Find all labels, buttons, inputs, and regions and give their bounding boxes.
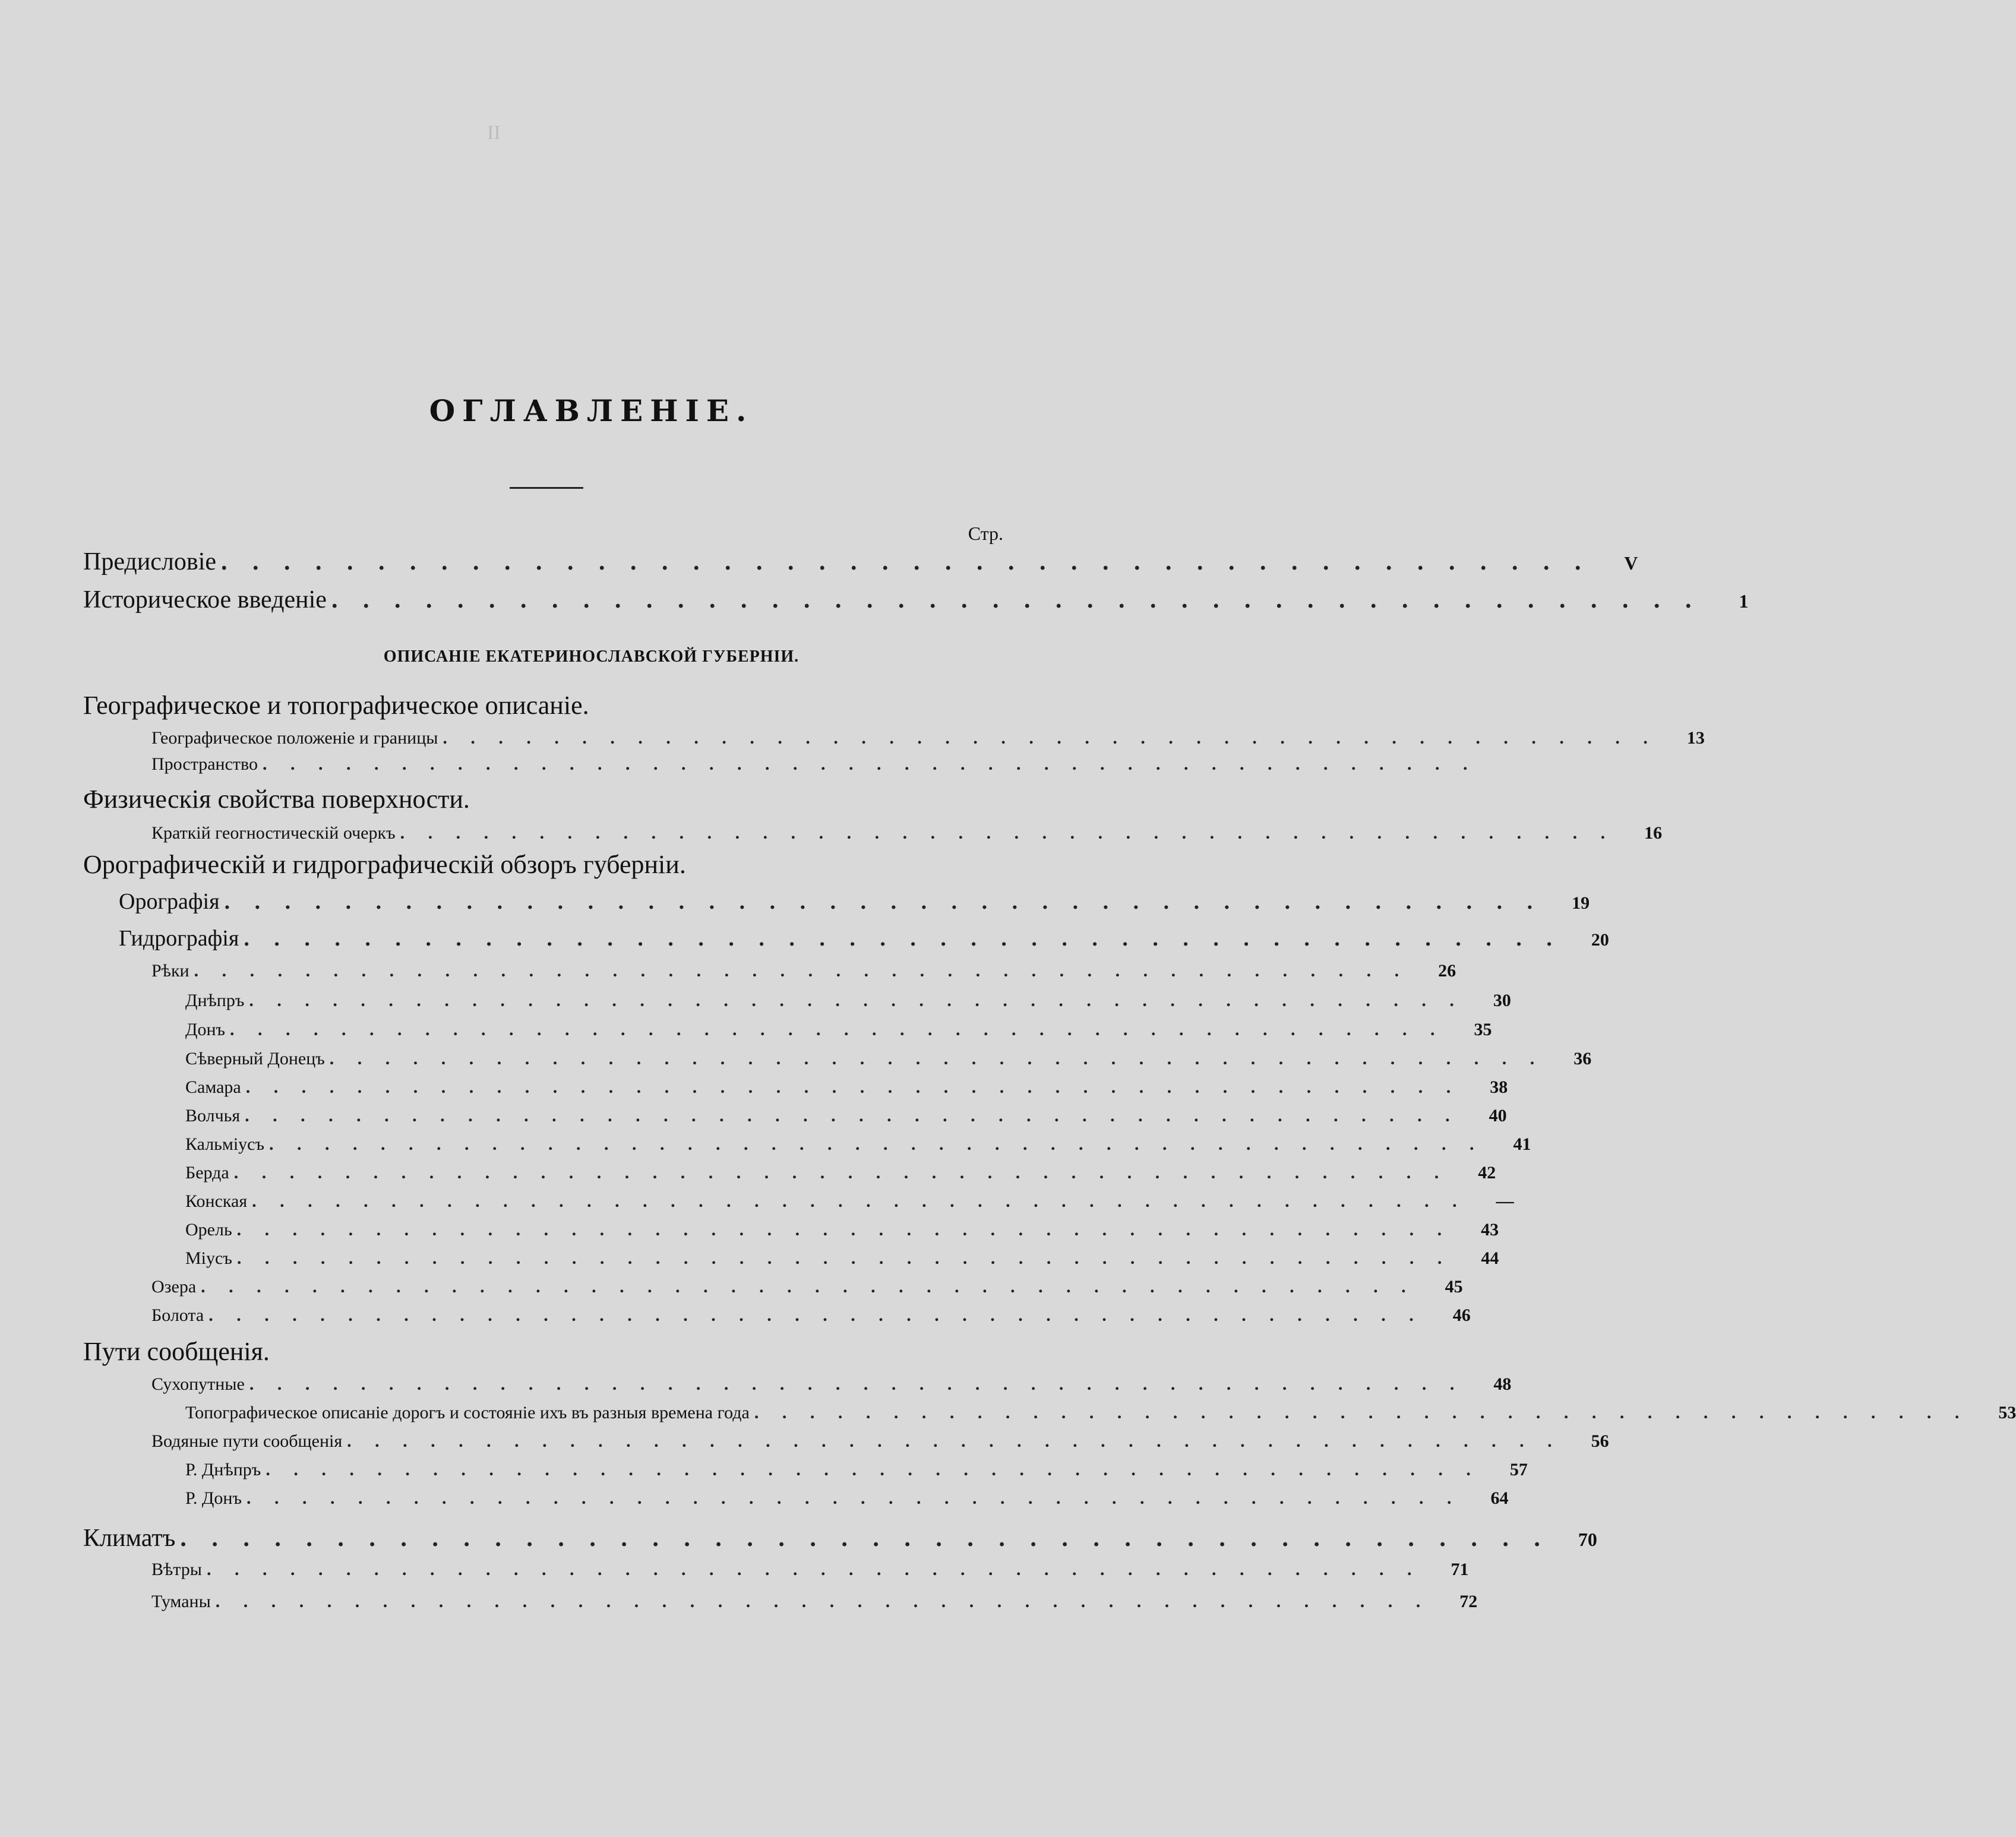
toc-heading-oro-hydro[interactable]: Орографическій и гидрографическій обзоръ губерніи.: [83, 850, 686, 879]
toc-entry-page: 19: [1572, 893, 1590, 913]
dot-leader: . . . . . . . . . . . . . . . . . . . . . . . . . . . . . . . . . . . . . . . . . . . .: [236, 1248, 1452, 1268]
toc-entry-climate[interactable]: [83, 1524, 1597, 1552]
dot-leader: . . . . . . . . . . . . . . . . . . . . . . . . . . . . . . . . . . . . . . . . . . . .: [347, 1431, 1562, 1451]
toc-entry-river[interactable]: [185, 991, 1511, 1017]
toc-entry-river[interactable]: [185, 1248, 1499, 1275]
toc-entry-label: Р. Донъ: [185, 1488, 242, 1508]
toc-entry-don-route[interactable]: [185, 1488, 1509, 1515]
toc-entry-page: 13: [1686, 728, 1705, 748]
toc-heading-geo[interactable]: Географическое и топографическое описаніе.: [83, 691, 589, 720]
toc-entry-label: Сухопутные: [151, 1374, 245, 1394]
toc-entry-river[interactable]: [185, 1049, 1592, 1075]
dot-leader: . . . . . . . . . . . . . . . . . . . . . . . . . . . . . . . . . . . . . . . . . . . .: [215, 1592, 1430, 1611]
toc-entry-dnieper-route[interactable]: [185, 1460, 1528, 1486]
page-number-mark: II: [487, 122, 501, 144]
toc-entry-label: Конская: [185, 1191, 248, 1211]
toc-entry-label: Историческое введеніе: [83, 586, 327, 614]
toc-entry-page: 30: [1493, 991, 1511, 1010]
toc-entry-page: 56: [1591, 1431, 1609, 1451]
toc-entry-page: —: [1496, 1191, 1514, 1211]
toc-entry-historical-intro[interactable]: [83, 586, 1749, 614]
toc-entry-page: 26: [1438, 961, 1456, 981]
toc-entry-fogs[interactable]: [151, 1592, 1478, 1618]
toc-entry-label: Климатъ: [83, 1525, 176, 1552]
dot-leader: . . . . . . . . . . . . . . . . . . . . . . . . . . . . . . . . . . . . . . . . . . . .: [252, 1191, 1467, 1211]
dot-leader: . . . . . . . . . . . . . . . . . . . . . . . . . . . . . . . . . . . . . . . . . . . .: [230, 1020, 1445, 1039]
toc-entry-label: Озера: [151, 1277, 197, 1297]
toc-entry-page: 40: [1489, 1106, 1507, 1125]
toc-entry-label: Рѣки: [151, 961, 189, 981]
toc-entry-river[interactable]: [185, 1106, 1507, 1132]
toc-entry-page: 42: [1478, 1163, 1496, 1182]
toc-entry-page: 53: [1998, 1403, 2016, 1422]
dot-leader: . . . . . . . . . . . . . . . . . . . . . . . . . . . . . . . . . . . . . . . . . . . .: [400, 823, 1615, 843]
toc-entry-water-routes[interactable]: [151, 1431, 1609, 1457]
dot-leader: . . . . . . . . . . . . . . . . . . . . . . . . . . . . . . . . . . . . . . . . . . . .: [224, 889, 1543, 914]
toc-entry-label: Краткій геогностическій очеркъ: [151, 823, 396, 843]
dot-leader: . . . . . . . . . . . . . . . . . . . . . . . . . . . . . . . . . . . . . . . . . . . .: [233, 1163, 1449, 1182]
toc-entry-label: Міусъ: [185, 1248, 232, 1268]
dot-leader: . . . . . . . . . . . . . . . . . . . . . . . . . . . . . . . . . . . . . . . . . . . .: [249, 1374, 1464, 1394]
toc-entry-rivers[interactable]: [151, 961, 1456, 987]
toc-entry-label: Пространство: [151, 754, 258, 774]
toc-entry-page: 46: [1452, 1305, 1471, 1325]
toc-entry-page: 64: [1490, 1488, 1509, 1508]
toc-entry-page: 35: [1474, 1020, 1492, 1039]
dot-leader: . . . . . . . . . . . . . . . . . . . . . . . . . . . . . . . . . . . . . . . . . . . .: [329, 1049, 1544, 1068]
toc-entry-roads[interactable]: [185, 1403, 2016, 1429]
toc-entry-winds[interactable]: [151, 1560, 1469, 1586]
dot-leader: . . . . . . . . . . . . . . . . . . . . . . . . . . . . . . . . . . . . . . . . . . . .: [246, 1488, 1461, 1508]
toc-entry-river[interactable]: [185, 1134, 1531, 1161]
toc-entry-page: 45: [1445, 1277, 1463, 1297]
toc-entry-page: 38: [1490, 1077, 1508, 1097]
toc-entry-land-routes[interactable]: [151, 1374, 1512, 1400]
dot-leader: . . . . . . . . . . . . . . . . . . . . . . . . . . . . . . . . . . . . . . . . . . . .: [249, 991, 1464, 1010]
dot-leader: . . . . . . . . . . . . . . . . . . . . . . . . . . . . . . . . . . . . . . . . . . . .: [208, 1305, 1423, 1325]
toc-entry-page: 16: [1644, 823, 1663, 843]
dot-leader: . . . . . . . . . . . . . . . . . . . . . . . . . . . . . . . . . . . . . . . . . . . .: [443, 728, 1657, 748]
toc-entry-label: Р. Днѣпръ: [185, 1460, 261, 1479]
toc-entry-page: 43: [1481, 1220, 1499, 1240]
toc-entry-river[interactable]: [185, 1191, 1514, 1218]
toc-entry-label: Берда: [185, 1163, 229, 1182]
toc-entry-preface[interactable]: [83, 548, 1638, 576]
toc-entry-swamps[interactable]: [151, 1305, 1471, 1332]
dot-leader: . . . . . . . . . . . . . . . . . . . . . . . . . . . . . . . . . . . . . . . . . . . .: [245, 1106, 1459, 1125]
dot-leader: . . . . . . . . . . . . . . . . . . . . . . . . . . . . . . . . . . . . . . . . . . . .: [262, 754, 1477, 774]
toc-entry-label: Волчья: [185, 1106, 241, 1125]
dot-leader: . . . . . . . . . . . . . . . . . . . . . . . . . . . . . . . . . . . . . . . . . . . .: [221, 548, 1591, 576]
toc-entry-river[interactable]: [185, 1163, 1496, 1189]
toc-entry-label: Кальміусъ: [185, 1134, 264, 1154]
dot-leader: . . . . . . . . . . . . . . . . . . . . . . . . . . . . . . . . . . . . . . . . . . . .: [194, 961, 1409, 981]
toc-entry-lakes[interactable]: [151, 1277, 1463, 1303]
toc-entry-label: Орель: [185, 1220, 232, 1240]
page-column-label: Стр.: [968, 523, 1003, 544]
toc-entry-page: 71: [1451, 1560, 1469, 1579]
toc-entry-page: 1: [1739, 590, 1749, 612]
toc-entry-page: 70: [1578, 1529, 1597, 1550]
toc-entry-label: Туманы: [151, 1592, 211, 1611]
toc-entry-geognostic[interactable]: [151, 823, 1663, 849]
toc-entry-label: Вѣтры: [151, 1560, 202, 1579]
toc-entry-label: Гидрографія: [119, 926, 239, 951]
toc-entry-page: 48: [1493, 1374, 1512, 1394]
toc-heading-routes[interactable]: Пути сообщенія.: [83, 1337, 270, 1366]
dot-leader: . . . . . . . . . . . . . . . . . . . . . . . . . . . . . . . . . . . . . . . . . . . .: [244, 926, 1562, 951]
toc-entry-page: 72: [1459, 1592, 1478, 1611]
toc-entry-label: Водяные пути сообщенія: [151, 1431, 343, 1451]
toc-entry-page: 57: [1509, 1460, 1528, 1479]
toc-entry-page: 44: [1481, 1248, 1499, 1268]
toc-entry-orography[interactable]: [119, 889, 1590, 915]
toc-entry-label: Донъ: [185, 1020, 226, 1039]
toc-entry-page: 41: [1513, 1134, 1531, 1154]
page-title: ОГЛАВЛЕНІЕ.: [429, 393, 754, 428]
section-heading: ОПИСАНІЕ ЕКАТЕРИНОСЛАВСКОЙ ГУБЕРНІИ.: [383, 647, 800, 666]
toc-entry-river[interactable]: [185, 1020, 1492, 1046]
toc-entry-geo-position[interactable]: [151, 728, 1705, 754]
toc-entry-area[interactable]: [151, 754, 1477, 780]
dot-leader: . . . . . . . . . . . . . . . . . . . . . . . . . . . . . . . . . . . . . . . . . . . .: [266, 1460, 1480, 1479]
toc-entry-label: Предисловіе: [83, 548, 217, 576]
dot-leader: . . . . . . . . . . . . . . . . . . . . . . . . . . . . . . . . . . . . . . . . . . . .: [331, 586, 1701, 614]
dot-leader: . . . . . . . . . . . . . . . . . . . . . . . . . . . . . . . . . . . . . . . . . . . .: [269, 1134, 1484, 1154]
dot-leader: . . . . . . . . . . . . . . . . . . . . . . . . . . . . . . . . . . . . . . . . . . . .: [754, 1403, 1969, 1422]
dot-leader: . . . . . . . . . . . . . . . . . . . . . . . . . . . . . . . . . . . . . . . . . . . .: [245, 1077, 1461, 1097]
toc-entry-river[interactable]: [185, 1077, 1508, 1104]
toc-entry-label: Самара: [185, 1077, 241, 1097]
toc-heading-physical[interactable]: Физическія свойства поверхности.: [83, 785, 470, 814]
toc-entry-label: Орографія: [119, 889, 220, 914]
dot-leader: . . . . . . . . . . . . . . . . . . . . . . . . . . . . . . . . . . . . . . . . . . . .: [206, 1560, 1421, 1579]
toc-entry-river[interactable]: [185, 1220, 1499, 1246]
toc-entry-label: Днѣпръ: [185, 991, 245, 1010]
toc-entry-page: 36: [1573, 1049, 1592, 1068]
toc-entry-page: V: [1624, 552, 1638, 574]
toc-entry-label: Географическое положеніе и границы: [151, 728, 438, 748]
toc-entry-page: 20: [1591, 930, 1609, 950]
toc-entry-label: Болота: [151, 1305, 204, 1325]
toc-entry-hydrography[interactable]: [119, 925, 1609, 951]
title-divider: [510, 487, 583, 489]
dot-leader: . . . . . . . . . . . . . . . . . . . . . . . . . . . . . . . . . . . . . . . . . . . .: [180, 1525, 1550, 1552]
dot-leader: . . . . . . . . . . . . . . . . . . . . . . . . . . . . . . . . . . . . . . . . . . . .: [201, 1277, 1415, 1297]
toc-entry-label: Сѣверный Донецъ: [185, 1049, 325, 1068]
toc-entry-label: Топографическое описаніе дорогъ и состояніе ихъ въ разныя времена года: [185, 1403, 750, 1422]
dot-leader: . . . . . . . . . . . . . . . . . . . . . . . . . . . . . . . . . . . . . . . . . . . .: [236, 1220, 1452, 1240]
